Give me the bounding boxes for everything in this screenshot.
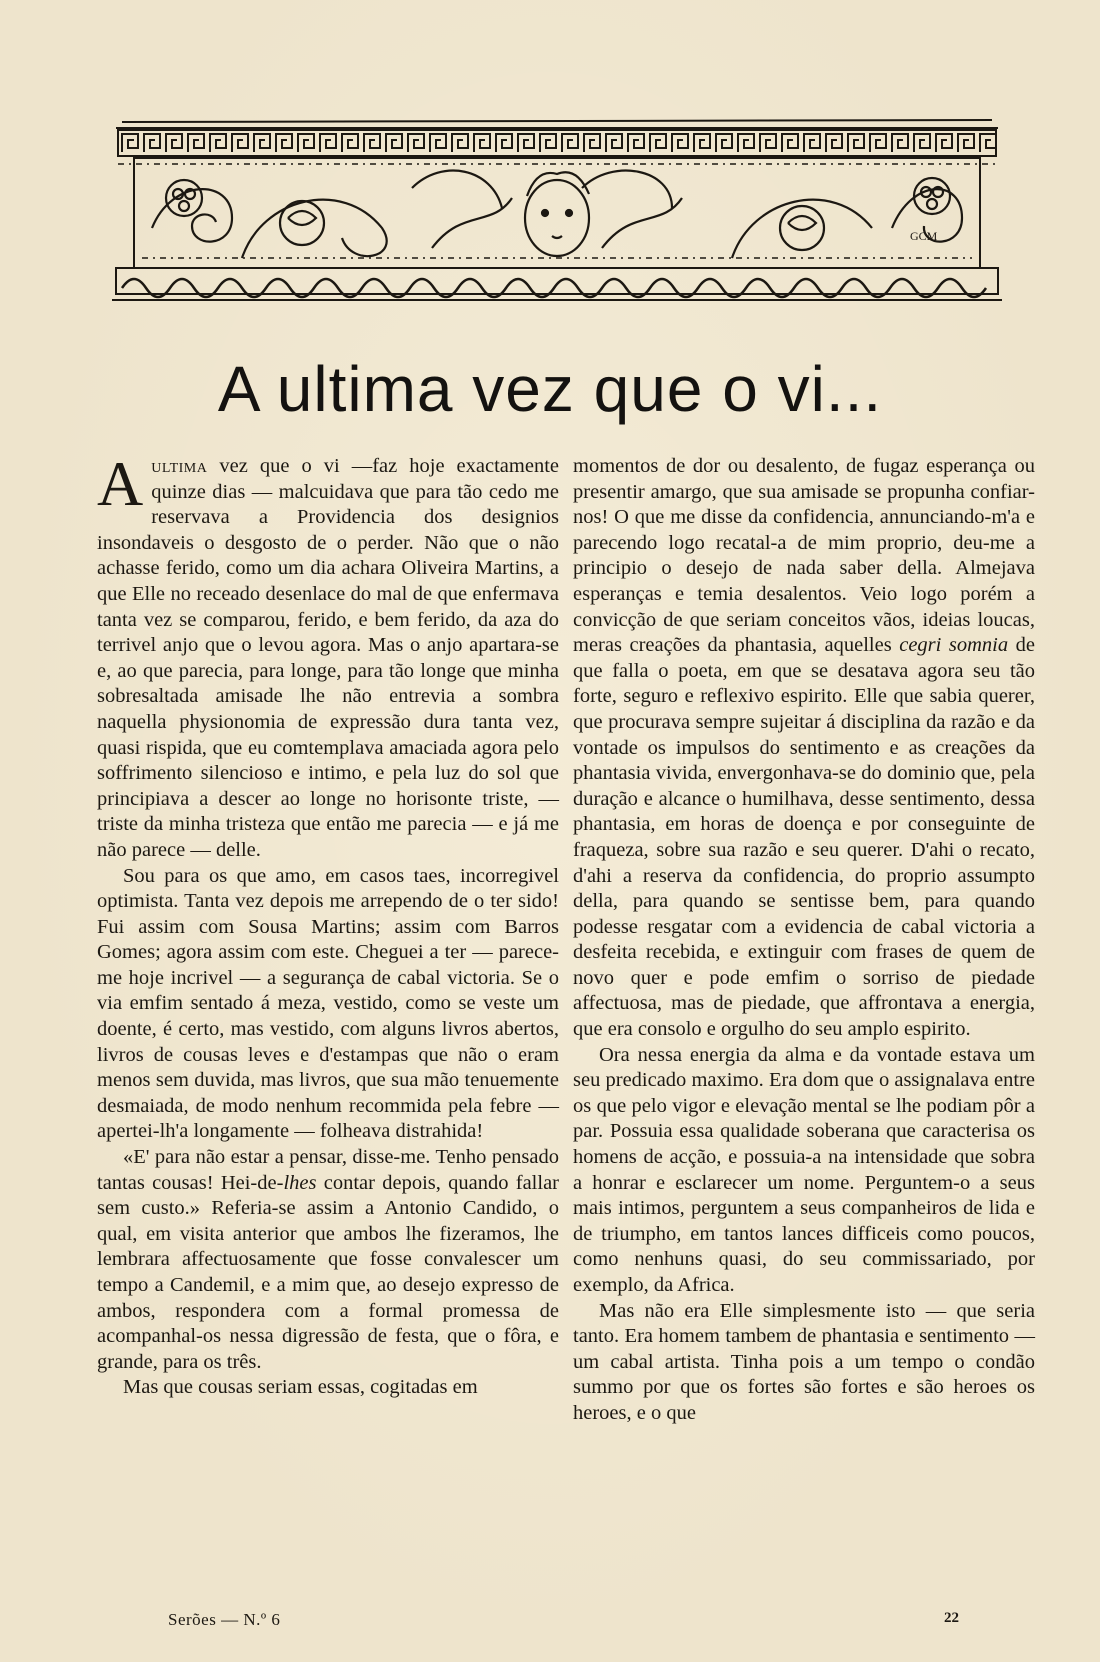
greek-key-unit <box>716 134 732 152</box>
paragraph-3-italic: lhes <box>283 1171 317 1194</box>
greek-key-unit <box>254 134 270 152</box>
paragraph-2: Sou para os que amo, em casos taes, incorregivel optimista. Tanta vez depois me arrependo de o ter sido! Fui assim com Sousa Martins; assim com Barros Gomes; agora assim com este. Cheguei a ter — parece-me hoje incrivel — a segurança de cabal victoria. Se o via emfim sentado á meza, vestido, como se veste um doente, é certo, mas vestido, com alguns livros abertos, livros de cousas leves e d'estampas que não o eram menos sem duvida, mas livros, que sua mão tenuemente desmaiada, de modo nenhum recommida pela febre — apertei-lh'a longamente — folheava distrahida! <box>97 864 559 1143</box>
greek-key-unit <box>892 134 908 152</box>
paragraph-4: Mas que cousas seriam essas, cogitadas em <box>123 1376 478 1399</box>
paragraph-5-italic: cegri somnia <box>899 634 1009 657</box>
greek-key-unit <box>694 134 710 152</box>
greek-key-unit <box>848 134 864 152</box>
greek-key-unit <box>958 134 974 152</box>
greek-key-unit <box>496 134 512 152</box>
greek-key-unit <box>298 134 314 152</box>
greek-key-unit <box>672 134 688 152</box>
footer-issue: Serões — N.º 6 <box>168 1610 281 1629</box>
engraver-monogram: GCM <box>910 229 938 243</box>
greek-key-unit <box>562 134 578 152</box>
greek-key-unit <box>276 134 292 152</box>
greek-key-unit <box>452 134 468 152</box>
greek-key-unit <box>386 134 402 152</box>
greek-key-unit <box>540 134 556 152</box>
greek-key-unit <box>760 134 776 152</box>
greek-key-unit <box>188 134 204 152</box>
greek-key-unit <box>584 134 600 152</box>
greek-key-unit <box>320 134 336 152</box>
greek-key-unit <box>980 134 996 152</box>
greek-key-unit <box>738 134 754 152</box>
greek-key-unit <box>166 134 182 152</box>
paragraph-3-text-a: «E' para não estar a pensar, disse-me. Tenho pensado tantas cousas! Hei-de- <box>97 1146 559 1194</box>
right-column <box>573 454 1035 1427</box>
greek-key-unit <box>232 134 248 152</box>
paragraph-3 <box>97 1145 559 1375</box>
paragraph-5-text-b: de que falla o poeta, em que se desatava agora seu tão forte, seguro e reflexivo espirito. Elle que sabia querer, que procurava sempre sujeitar á disciplina da razão e da vontade os impulsos do sentimento e as creações da phantasia vivida, envergonhava-se do dominio que, pela duração e alcance o humilhava, desse sentimento, dessa phantasia, em horas de doença e por conseguinte de fraqueza, sobre sua razão e seu querer. D'ahi o recato, d'ahi a reserva da confidencia, do proprio assumpto della, para quando se sentisse bem, para quando podesse resgatar com a evidencia de cabal victoria a desfeita recebida, e extinguir com frases de quem de novo quer e pode emfim o sorriso de piedade affectuosa, mas de piedade, que affrontava a energia, que era consolo e orgulho do seu amplo espirito. <box>573 634 1035 1041</box>
greek-key-unit <box>144 134 160 152</box>
greek-key-unit <box>628 134 644 152</box>
greek-key-unit <box>936 134 952 152</box>
greek-key-unit <box>804 134 820 152</box>
ornamental-header-banner <box>112 118 1002 304</box>
greek-key-pattern <box>122 134 138 152</box>
first-word: ultima <box>151 455 208 477</box>
greek-key-unit <box>122 134 138 152</box>
greek-key-unit <box>870 134 886 152</box>
paragraph-7: Mas não era Elle simplesmente isto — que seria tanto. Era homem tambem de phantasia e sentimento — um cabal artista. Tinha pois a um tempo o condão summo por que os fortes são fortes e são heroes os heroes, e o que <box>573 1299 1035 1424</box>
page-number: 22 <box>944 1610 959 1626</box>
paragraph-6: Ora nessa energia da alma e da vontade estava um seu predicado maximo. Era dom que o assignalava entre os que pelo vigor e elevação mental se lhe podiam pôr a par. Possuia essa qualidade soberana que caracterisa os homens de acção, e possuia-a na intensidade que sobra a honrar e esclarecer um nome. Perguntem-o a seus mais intimos, perguntem a seus companheiros de lida e de triumpho, em tantos lances difficeis como poucos, como nenhuns quasi, do seu commissariado, por exemplo, da Africa. <box>573 1043 1035 1296</box>
paragraph-3-text-b: contar depois, quando fallar sem custo.» Referia-se assim a Antonio Candido, o qual, em visita anterior que ambos lhe fizeramos, lhe lembrara affectuosamente que fosse convalescer um tempo a Candemil, e a mim que, ao desejo expresso de ambos, respondera com a formal promessa de acompanhal-os nessa digressão de festa, que o fôra, e grande, para os três. <box>97 1171 559 1373</box>
greek-key-unit <box>474 134 490 152</box>
greek-key-unit <box>914 134 930 152</box>
greek-key-unit <box>650 134 666 152</box>
greek-key-unit <box>430 134 446 152</box>
greek-key-unit <box>826 134 842 152</box>
drop-cap: A <box>97 448 144 519</box>
greek-key-unit <box>782 134 798 152</box>
paragraph-1-text: vez que o vi —faz hoje exactamente quinze dias — malcuidava que para tão cedo me reservava a Providencia dos designios insondaveis o desgosto de o perder. Não que o não achasse ferido, como um dia achara Oliveira Martins, a que Elle no receado desenlace do mal de que enfermava tanta vez se comparou, ferido, e bem ferido, da aza do terrivel anjo que o levou agora. Mas o anjo apartara-se e, ao que parecia, para longe, para tão longe que minha sobresaltada amisade lhe não entrevia a sombra naquella physionomia de expressão dura tanta vez, quasi rispida, que eu comtemplava amaciada agora pelo soffrimento silencioso e intimo, e pela luz do sol que principiava a descer ao longe no horisonte triste, — triste da minha tristeza que então me parecia — e já me não parece — delle. <box>97 455 559 861</box>
paragraph-5-text-a: momentos de dor ou desalento, de fugaz esperança ou presentir amargo, que sua amisade se propunha confiar-nos! O que me disse da confidencia, annunciando-m'a e parecendo logo recatal-a de mim proprio, deu-me a principio o desejo de nada saber della. Almejava esperanças e temia desalentos. Veio logo porém a convicção de que seriam conceitos vãos, ideias loucas, meras creações da phantasia, aquelles <box>573 455 1035 657</box>
greek-key-unit <box>342 134 358 152</box>
greek-key-unit <box>408 134 424 152</box>
greek-key-unit <box>518 134 534 152</box>
paragraph-1 <box>97 448 559 864</box>
paragraph-5 <box>573 454 1035 1043</box>
greek-key-unit <box>606 134 622 152</box>
left-column <box>97 448 559 1401</box>
article-title: A ultima vez que o vi... <box>217 353 883 425</box>
greek-key-unit <box>364 134 380 152</box>
greek-key-unit <box>210 134 226 152</box>
